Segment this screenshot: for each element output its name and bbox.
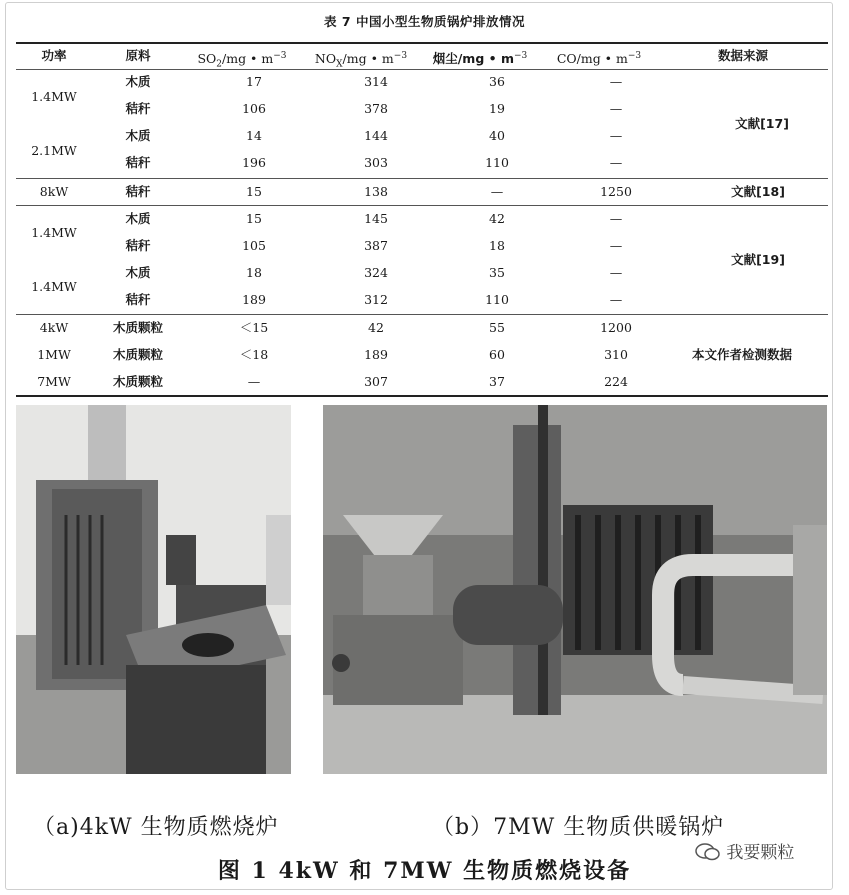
header-nox-base: NO xyxy=(314,51,337,67)
dust-cell: 35 xyxy=(489,265,505,280)
header-nox-sub: X xyxy=(336,59,343,70)
co-cell: — xyxy=(609,265,623,280)
watermark xyxy=(695,838,794,863)
so2-cell: 189 xyxy=(242,292,266,307)
header-fuel: 原料 xyxy=(125,48,151,63)
nox-cell: 387 xyxy=(364,238,388,253)
header-so2-unit: /mg • m xyxy=(222,51,274,67)
so2-cell: 15 xyxy=(246,211,262,226)
fuel-cell: 秸秆 xyxy=(125,292,151,307)
header-nox xyxy=(315,49,407,72)
header-dust xyxy=(433,49,528,66)
group-rule-1 xyxy=(16,178,828,179)
source-cell: 文献[17] xyxy=(735,116,789,131)
source-cell: 本文作者检测数据 xyxy=(691,347,793,362)
nox-cell: 303 xyxy=(364,155,388,170)
nox-cell: 42 xyxy=(368,320,384,335)
fuel-cell: 木质 xyxy=(125,128,151,143)
co-cell: — xyxy=(609,74,623,89)
so2-cell: 106 xyxy=(242,101,266,116)
nox-cell: 314 xyxy=(364,74,388,89)
so2-cell: 105 xyxy=(242,238,266,253)
so2-cell: 17 xyxy=(246,74,262,89)
nox-cell: 324 xyxy=(364,265,388,280)
dust-cell: 37 xyxy=(489,374,505,389)
co-cell: — xyxy=(609,292,623,307)
header-dust-label: 烟尘/mg • m xyxy=(432,51,514,67)
so2-cell: ＜18 xyxy=(239,347,269,362)
source-cell: 文献[18] xyxy=(731,184,785,199)
watermark-text: 我要颗粒 xyxy=(726,843,795,863)
power-cell: 1.4MW xyxy=(31,89,77,104)
photo-7mw-boiler-image xyxy=(323,405,827,774)
co-cell: — xyxy=(609,211,623,226)
so2-cell: — xyxy=(247,374,261,389)
dust-cell: 42 xyxy=(489,211,505,226)
photo-4kw-stove xyxy=(16,405,291,774)
group-rule-3 xyxy=(16,314,828,315)
header-dust-exp: −3 xyxy=(513,51,528,61)
fuel-cell: 木质 xyxy=(125,74,151,89)
header-power: 功率 xyxy=(41,48,67,63)
co-cell: 310 xyxy=(604,347,628,362)
table-bottom-rule xyxy=(16,395,828,397)
dust-cell: 110 xyxy=(485,292,509,307)
header-nox-exp: −3 xyxy=(393,51,408,61)
co-cell: 1200 xyxy=(600,320,632,335)
co-cell: 224 xyxy=(604,374,628,389)
co-cell: 1250 xyxy=(600,184,632,199)
dust-cell: 55 xyxy=(489,320,505,335)
wechat-icon xyxy=(695,842,721,862)
power-cell: 1.4MW xyxy=(31,279,77,294)
header-co xyxy=(557,49,641,66)
so2-cell: 15 xyxy=(246,184,262,199)
co-cell: — xyxy=(609,238,623,253)
header-so2-base: SO xyxy=(197,51,217,67)
dust-cell: 19 xyxy=(489,101,505,116)
header-nox-unit: /mg • m xyxy=(342,51,394,67)
dust-cell: 110 xyxy=(485,155,509,170)
nox-cell: 144 xyxy=(364,128,388,143)
dust-cell: 40 xyxy=(489,128,505,143)
so2-cell: 14 xyxy=(246,128,262,143)
header-source: 数据来源 xyxy=(717,48,769,63)
photo-7mw-boiler xyxy=(323,405,827,774)
co-cell: — xyxy=(609,101,623,116)
fuel-cell: 秸秆 xyxy=(125,101,151,116)
nox-cell: 312 xyxy=(364,292,388,307)
caption-a: （a)4kW 生物质燃烧炉 xyxy=(33,815,279,840)
table-title: 表 7 中国小型生物质锅炉排放情况 xyxy=(324,14,525,29)
nox-cell: 145 xyxy=(364,211,388,226)
power-cell: 2.1MW xyxy=(31,143,77,158)
fuel-cell: 木质 xyxy=(125,211,151,226)
nox-cell: 307 xyxy=(364,374,388,389)
header-so2-exp: −3 xyxy=(273,51,287,61)
dust-cell: 18 xyxy=(489,238,505,253)
nox-cell: 378 xyxy=(364,101,388,116)
caption-b: （b）7MW 生物质供暖锅炉 xyxy=(432,815,725,840)
dust-cell: 36 xyxy=(489,74,505,89)
fuel-cell: 木质颗粒 xyxy=(112,320,164,335)
power-cell: 7MW xyxy=(37,374,71,389)
fuel-cell: 木质 xyxy=(125,265,151,280)
header-so2-sub: 2 xyxy=(216,59,223,70)
power-cell: 1.4MW xyxy=(31,225,77,240)
fuel-cell: 秸秆 xyxy=(125,238,151,253)
source-cell: 文献[19] xyxy=(731,252,785,267)
dust-cell: — xyxy=(490,184,504,199)
header-so2 xyxy=(197,49,286,72)
group-rule-2 xyxy=(16,205,828,206)
photo-4kw-stove-image xyxy=(16,405,291,774)
figure-title: 图 1 4kW 和 7MW 生物质燃烧设备 xyxy=(217,858,632,884)
fuel-cell: 秸秆 xyxy=(125,184,151,199)
table-top-rule xyxy=(16,42,828,44)
header-co-label: CO/mg • m xyxy=(556,51,628,67)
fuel-cell: 木质颗粒 xyxy=(112,347,164,362)
power-cell: 4kW xyxy=(39,320,69,335)
nox-cell: 138 xyxy=(364,184,388,199)
fuel-cell: 秸秆 xyxy=(125,155,151,170)
so2-cell: 18 xyxy=(246,265,262,280)
so2-cell: 196 xyxy=(242,155,266,170)
co-cell: — xyxy=(609,128,623,143)
header-rule xyxy=(16,69,828,70)
nox-cell: 189 xyxy=(364,347,388,362)
co-cell: — xyxy=(609,155,623,170)
header-co-exp: −3 xyxy=(627,51,642,61)
so2-cell: ＜15 xyxy=(239,320,269,335)
power-cell: 8kW xyxy=(39,184,69,199)
dust-cell: 60 xyxy=(489,347,505,362)
power-cell: 1MW xyxy=(37,347,71,362)
fuel-cell: 木质颗粒 xyxy=(112,374,164,389)
